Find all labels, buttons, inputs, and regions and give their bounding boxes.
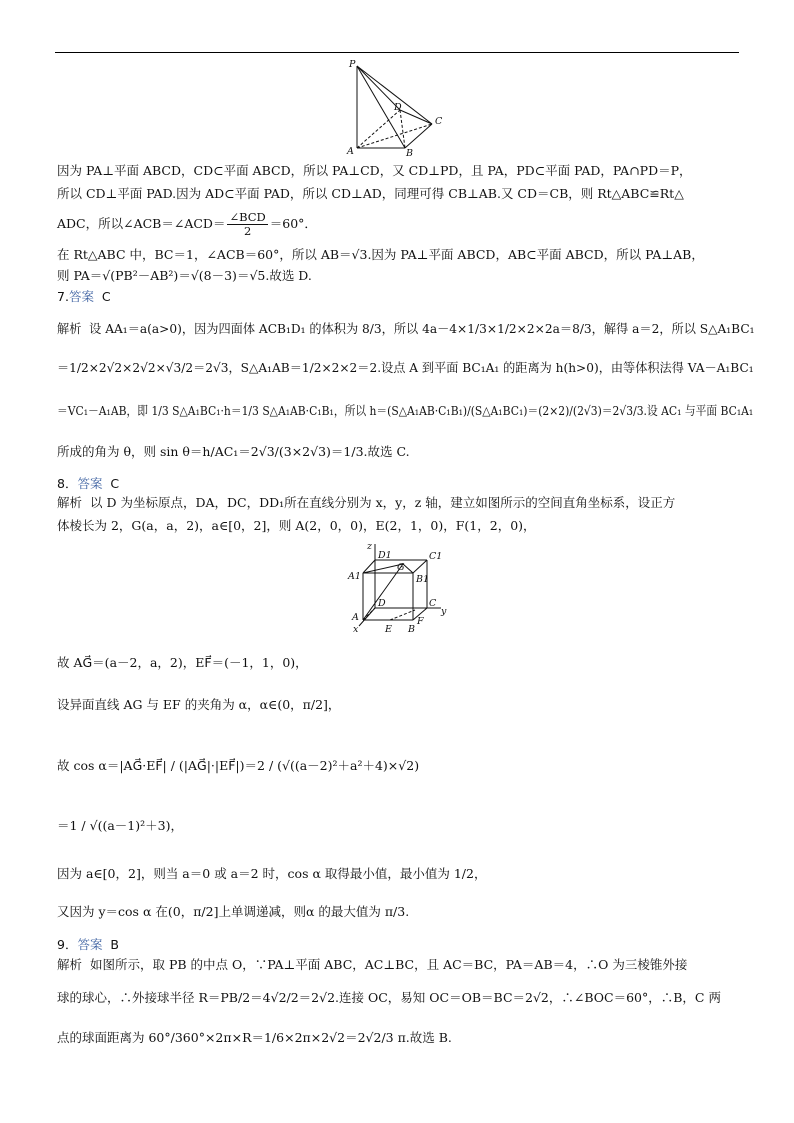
label-D: D [378, 598, 386, 609]
p6-line5: 则 PA＝√(PB²－AB²)＝√(8－3)＝√5.故选 D. [57, 268, 312, 283]
q7-line2: ＝1/2×2√2×2√2×√3/2＝2√3，S△A₁AB＝1/2×2×2＝2.设点 A 到平面 BC₁A₁ 的距离为 h(h>0)，由等体积法得 VA－A₁BC₁ [57, 360, 754, 375]
analysis-label: 解析 [57, 957, 83, 972]
q9-answer-heading: 9．答案 B [57, 937, 119, 952]
label-A: A [347, 146, 354, 156]
q8-line3: 故 AG⃗＝(a－2，a，2)，EF⃗＝(－1，1，0)， [57, 655, 308, 670]
label-C: C [435, 116, 443, 127]
answer-value: C [101, 289, 111, 304]
label-F: F [417, 616, 424, 627]
answer-value: B [110, 937, 119, 952]
q8-line8: 又因为 y＝cos α 在(0，π/2]上单调递减，则α 的最大值为 π/3. [57, 904, 410, 919]
label-y: y [441, 606, 447, 617]
pyramid-figure [345, 58, 445, 156]
label-G: G [397, 562, 405, 573]
header-rule [55, 52, 739, 53]
p6-line3-text: ADC，所以∠ACB＝∠ACD＝ [57, 216, 226, 231]
label-D1: D1 [378, 550, 392, 561]
label-x: x [353, 624, 359, 635]
label-B: B [406, 148, 413, 156]
q9-line3: 点的球面距离为 60°/360°×2π×R＝1/6×2π×2√2＝2√2/3 π.故选 B. [57, 1030, 452, 1045]
fraction: $\frac{\text{∠BCD}}{2}$ [229, 210, 266, 238]
q9-line2: 球的球心，∴外接球半径 R＝PB/2＝4√2/2＝2√2.连接 OC，易知 OC＝OB＝BC＝2√2，∴∠BOC＝60°，∴B，C 两 [57, 990, 721, 1005]
label-D: D [394, 102, 402, 113]
q8-line1: 解析 以 D 为坐标原点，DA，DC，DD₁所在直线分别为 x，y，z 轴，建立如图所示的空间直角坐标系，设正方 [57, 495, 676, 510]
q8-answer-heading: 8．答案 C [57, 476, 120, 491]
label-B1: B1 [416, 574, 430, 585]
q7-line4: 所成的角为 θ，则 sin θ＝h/AC₁＝2√3/(3×2√3)＝1/3.故选 C. [57, 444, 410, 459]
q8-line6: ＝1 / √((a－1)²＋3)， [57, 818, 183, 833]
label-E: E [385, 624, 392, 635]
answer-label: 答案 [77, 476, 103, 491]
label-B: B [408, 624, 415, 635]
p6-line1: 因为 PA⊥平面 ABCD，CD⊂平面 ABCD，所以 PA⊥CD，又 CD⊥PD，且 PA，PD⊂平面 PAD，PA∩PD＝P， [57, 163, 692, 178]
answer-label: 答案 [77, 937, 103, 952]
q8-line5: 故 cos α＝|AG⃗·EF⃗| / (|AG⃗|·|EF⃗|)＝2 / (√((a－2)²＋a²＋4)×√2) [57, 758, 420, 773]
label-z: z [367, 541, 373, 552]
q8-line2: 体棱长为 2，G(a，a，2)，a∈[0，2]，则 A(2，0，0)，E(2，1，0)，F(1，2，0)， [57, 518, 536, 533]
analysis-label: 解析 [57, 321, 82, 336]
q7-answer-heading: 7.答案 C [57, 289, 111, 304]
q8-line7: 因为 a∈[0，2]，则当 a＝0 或 a＝2 时，cos α 取得最小值，最小值为 1/2， [57, 866, 487, 881]
label-P: P [349, 59, 356, 70]
analysis-label: 解析 [57, 495, 83, 510]
cube-figure [345, 540, 450, 635]
label-C: C [429, 598, 437, 609]
q7-line3: ＝VC₁－A₁AB，即 1/3 S△A₁BC₁·h＝1/3 S△A₁AB·C₁B₁，所以 h＝(S△A₁AB·C₁B₁)/(S△A₁BC₁)＝(2×2)/(2√3)＝2√3/3.设 AC₁ 与平面 BC₁A₁ [57, 403, 754, 418]
q7-line1: 解析 设 AA₁＝a(a>0)，因为四面体 ACB₁D₁ 的体积为 8/3，所以 4a－4×1/3×1/2×2×2a＝8/3，解得 a＝2，所以 S△A₁BC₁ [57, 321, 755, 336]
p6-line4: 在 Rt△ABC 中，BC＝1，∠ACB＝60°，所以 AB＝√3.因为 PA⊥平面 ABCD，AB⊂平面 ABCD，所以 PA⊥AB， [57, 247, 704, 262]
q9-line1: 解析 如图所示，取 PB 的中点 O，∵PA⊥平面 ABC，AC⊥BC，且 AC＝BC，PA＝AB＝4，∴O 为三棱锥外接 [57, 957, 688, 972]
label-A1: A1 [348, 571, 361, 582]
label-C1: C1 [429, 551, 443, 562]
p6-line3: ADC，所以∠ACB＝∠ACD＝ $\frac{\text{∠BCD}}{2}$ ＝60°． [57, 210, 317, 238]
label-A: A [352, 612, 359, 623]
answer-value: C [110, 476, 120, 491]
q8-line4: 设异面直线 AG 与 EF 的夹角为 α，α∈(0，π/2]， [57, 697, 341, 712]
answer-label: 答案 [68, 289, 94, 304]
p6-line2: 所以 CD⊥平面 PAD.因为 AD⊂平面 PAD，所以 CD⊥AD，同理可得 CB⊥AB.又 CD＝CB，则 Rt△ABC≌Rt△ [57, 186, 684, 201]
